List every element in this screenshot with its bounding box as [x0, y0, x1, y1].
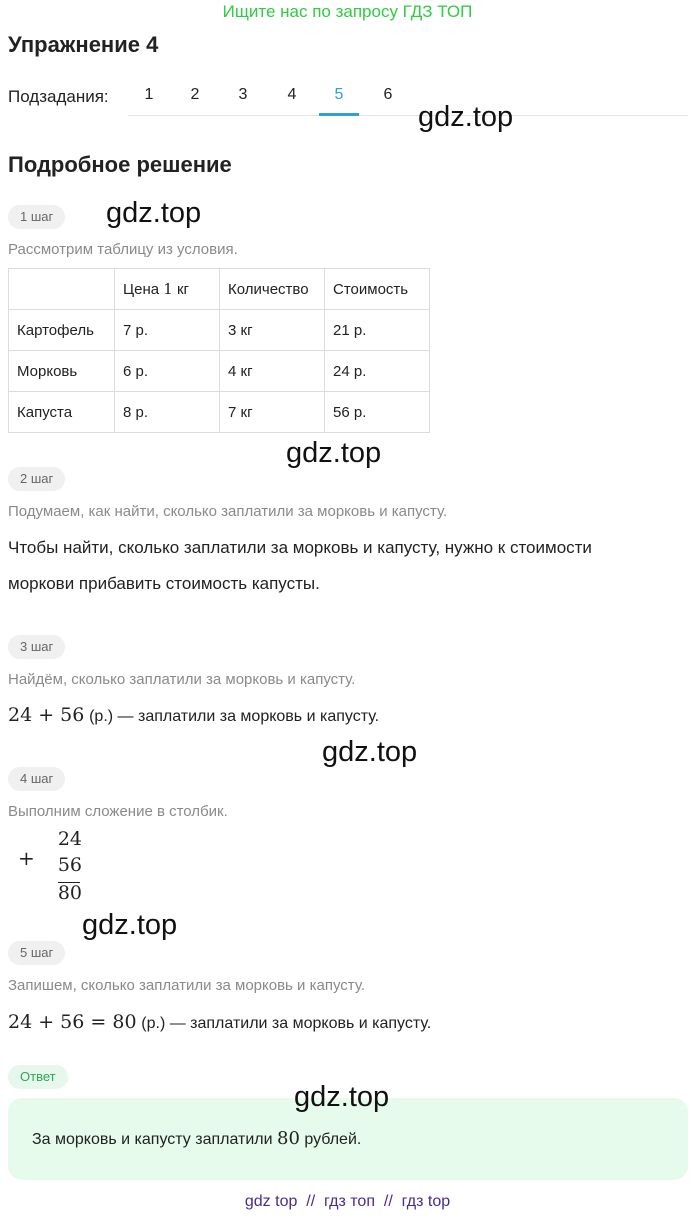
active-tab-indicator — [319, 113, 359, 116]
table-cell: 3 кг — [220, 310, 325, 351]
step-4-hint: Выполним сложение в столбик. — [8, 803, 228, 820]
subtask-tab-5[interactable]: 5 — [334, 86, 344, 103]
step-2-badge: 2 шаг — [8, 467, 65, 491]
table-cell: 7 р. — [115, 310, 220, 351]
step-5-math: 24 + 56 = 80 — [8, 1011, 137, 1033]
table-cell: 24 р. — [325, 351, 430, 392]
step-2-hint: Подумаем, как найти, сколько заплатили за морковь и капусту. — [8, 503, 448, 520]
top-banner: Ищите нас по запросу ГДЗ ТОП — [222, 2, 473, 21]
answer-number: 80 — [277, 1128, 300, 1149]
table-row — [9, 351, 430, 392]
sum: 80 — [57, 882, 82, 904]
table-cell: 7 кг — [220, 392, 325, 433]
subtask-tab-6[interactable]: 6 — [383, 86, 393, 103]
answer-text-after: рублей. — [304, 1131, 362, 1148]
addend-2: 56 — [57, 854, 82, 876]
subtasks-divider — [128, 115, 688, 116]
subtasks-label: Подзадания: — [8, 87, 109, 106]
table-cell: 6 р. — [115, 351, 220, 392]
table-header-cell — [9, 269, 115, 310]
step-3-badge: 3 шаг — [8, 635, 65, 659]
step-3-expression — [8, 704, 379, 726]
table-cell: Капуста — [9, 392, 115, 433]
table-cell: 21 р. — [325, 310, 430, 351]
watermark: gdz.top — [82, 909, 178, 941]
table-header-cell: Цена 1 кг — [115, 269, 220, 310]
page-title: Упражнение 4 — [8, 32, 159, 57]
table-row — [9, 392, 430, 433]
step-4-badge: 4 шаг — [8, 767, 65, 791]
table-cell: Картофель — [9, 310, 115, 351]
watermark: gdz.top — [286, 437, 382, 469]
step-2-text-line-1: Чтобы найти, сколько заплатили за морковь и капусту, нужно к стоимости — [8, 538, 592, 557]
subtask-tab-3[interactable]: 3 — [238, 86, 248, 103]
footer-links[interactable]: gdz top // гдз топ // гдз top — [244, 1193, 451, 1210]
step-5-text: (р.) — заплатили за морковь и капусту. — [141, 1015, 432, 1032]
step-1-hint: Рассмотрим таблицу из условия. — [8, 241, 238, 258]
addend-1: 24 — [57, 828, 82, 850]
watermark: gdz.top — [418, 101, 514, 133]
subtask-tab-1[interactable]: 1 — [144, 86, 154, 103]
watermark: gdz.top — [322, 736, 418, 768]
plus-sign: + — [18, 846, 35, 870]
answer-text — [32, 1128, 361, 1149]
answer-text-before: За морковь и капусту заплатили — [32, 1131, 273, 1148]
answer-badge: Ответ — [8, 1065, 68, 1089]
watermark: gdz.top — [106, 197, 202, 229]
subtask-tab-2[interactable]: 2 — [190, 86, 200, 103]
step-2-text-line-2: моркови прибавить стоимость капусты. — [8, 574, 320, 593]
step-1-badge: 1 шаг — [8, 205, 65, 229]
step-3-math: 24 + 56 — [8, 704, 85, 726]
step-5-expression — [8, 1011, 431, 1033]
table-cell: 4 кг — [220, 351, 325, 392]
watermark: gdz.top — [294, 1081, 390, 1113]
step-3-hint: Найдём, сколько заплатили за морковь и капусту. — [8, 671, 356, 688]
table-header-cell: Стоимость — [325, 269, 430, 310]
step-5-hint: Запишем, сколько заплатили за морковь и капусту. — [8, 977, 365, 994]
table-cell: Морковь — [9, 351, 115, 392]
price-table — [8, 268, 430, 433]
table-cell: 56 р. — [325, 392, 430, 433]
table-header-row — [9, 269, 430, 310]
table-row — [9, 310, 430, 351]
step-5-badge: 5 шаг — [8, 941, 65, 965]
table-header-cell: Количество — [220, 269, 325, 310]
solution-title: Подробное решение — [8, 152, 232, 177]
subtask-tab-4[interactable]: 4 — [287, 86, 297, 103]
table-cell: 8 р. — [115, 392, 220, 433]
step-3-text: (р.) — заплатили за морковь и капусту. — [89, 708, 380, 725]
